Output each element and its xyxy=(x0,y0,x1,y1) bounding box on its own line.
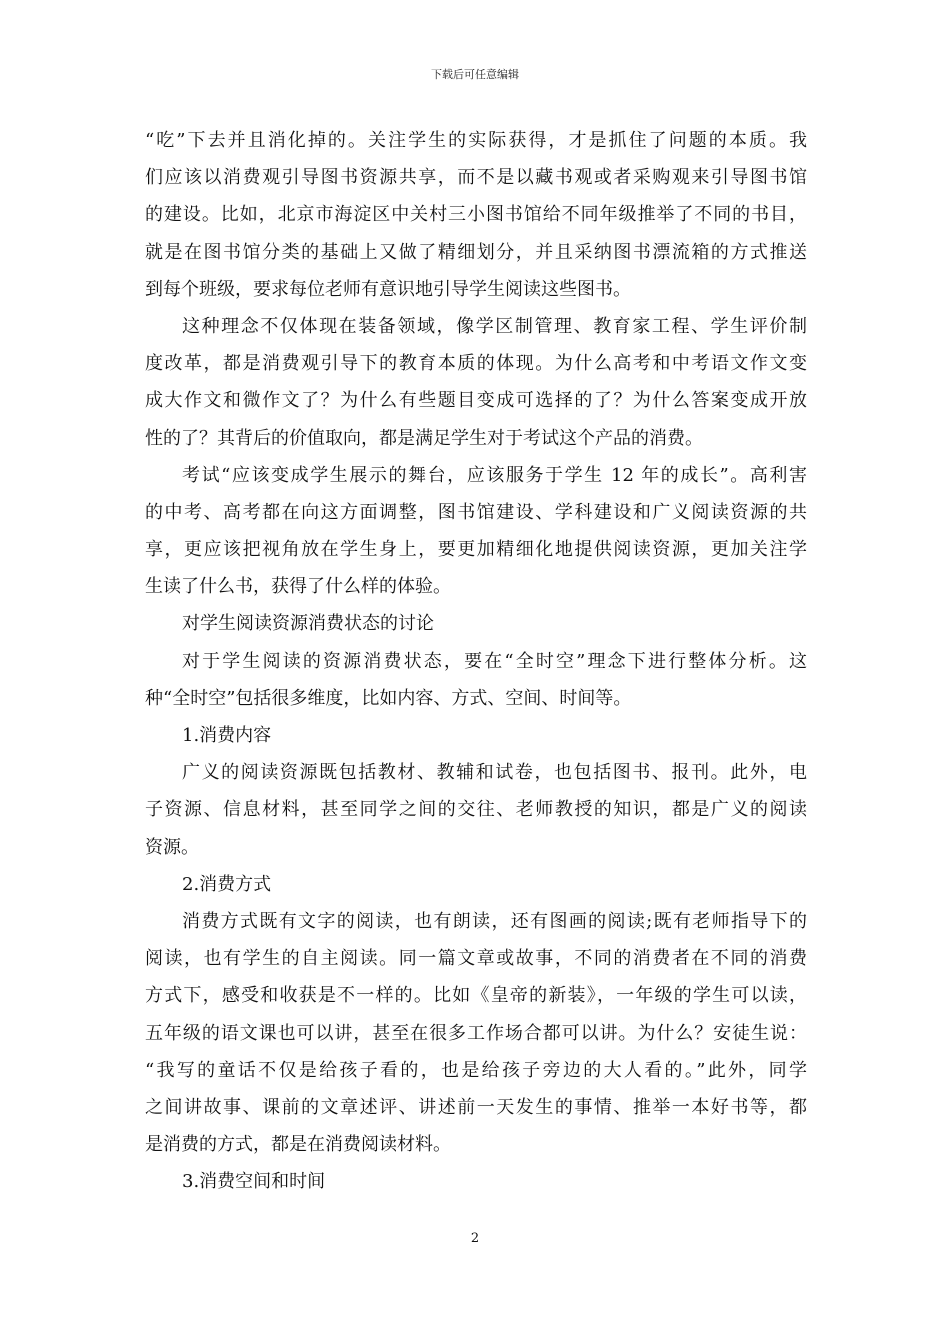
text-line: “我写的童话不仅是给孩子看的，也是给孩子旁边的大人看的。”此外，同学 xyxy=(145,1059,807,1081)
text-line: 2.消费方式 xyxy=(182,873,272,895)
text-line: 这种理念不仅体现在装备领域，像学区制管理、教育家工程、学生评价制 xyxy=(182,315,807,337)
text-line: 考试“应该变成学生展示的舞台，应该服务于学生 12 年的成长”。高利害 xyxy=(182,464,807,486)
text-line: 的中考、高考都在向这方面调整，图书馆建设、学科建设和广义阅读资源的共 xyxy=(145,501,807,523)
text-line: 五年级的语文课也可以讲，甚至在很多工作场合都可以讲。为什么？安徒生说： xyxy=(145,1022,807,1044)
text-line: 1.消费内容 xyxy=(182,725,272,746)
text-line: 对学生阅读资源消费状态的讨论 xyxy=(182,613,434,635)
page-number: 2 xyxy=(470,1231,480,1246)
text-line: 3.消费空间和时间 xyxy=(182,1171,326,1193)
text-line: “吃”下去并且消化掉的。关注学生的实际获得，才是抓住了问题的本质。我 xyxy=(145,130,807,151)
text-line: 资源。 xyxy=(145,836,199,858)
text-line: 种“全时空”包括很多维度，比如内容、方式、空间、时间等。 xyxy=(145,687,632,709)
text-line: 们应该以消费观引导图书资源共享，而不是以藏书观或者采购观来引导图书馆 xyxy=(145,167,807,189)
text-line: 消费方式既有文字的阅读，也有朗读，还有图画的阅读;既有老师指导下的 xyxy=(182,910,807,932)
text-line: 就是在图书馆分类的基础上又做了精细划分，并且采纳图书漂流箱的方式推送 xyxy=(145,241,807,263)
text-line: 之间讲故事、课前的文章述评、讲述前一天发生的事情、推举一本好书等，都 xyxy=(145,1096,807,1118)
page-header: 下载后可任意编辑 xyxy=(431,68,519,81)
text-line: 广义的阅读资源既包括教材、教辅和试卷，也包括图书、报刊。此外，电 xyxy=(182,762,807,784)
text-line: 的建设。比如，北京市海淀区中关村三小图书馆给不同年级推举了不同的书目， xyxy=(145,204,807,226)
document-body xyxy=(145,122,807,1200)
text-line: 阅读，也有学生的自主阅读。同一篇文章或故事，不同的消费者在不同的消费 xyxy=(145,948,807,970)
text-line: 性的了？其背后的价值取向，都是满足学生对于考试这个产品的消费。 xyxy=(145,427,703,449)
text-line: 方式下，感受和收获是不一样的。比如《皇帝的新装》，一年级的学生可以读， xyxy=(145,985,807,1007)
text-line: 对于学生阅读的资源消费状态，要在“全时空”理念下进行整体分析。这 xyxy=(182,650,807,672)
text-line: 成大作文和微作文了？为什么有些题目变成可选择的了？为什么答案变成开放 xyxy=(145,390,807,412)
text-line: 享，更应该把视角放在学生身上，要更加精细化地提供阅读资源，更加关注学 xyxy=(145,539,807,561)
text-line: 度改革，都是消费观引导下的教育本质的体现。为什么高考和中考语文作文变 xyxy=(145,353,807,375)
text-line: 是消费的方式，都是在消费阅读材料。 xyxy=(145,1134,451,1156)
text-line: 到每个班级，要求每位老师有意识地引导学生阅读这些图书。 xyxy=(145,278,631,300)
text-line: 生读了什么书，获得了什么样的体验。 xyxy=(145,576,451,598)
text-line: 子资源、信息材料，甚至同学之间的交往、老师教授的知识，都是广义的阅读 xyxy=(145,799,807,821)
